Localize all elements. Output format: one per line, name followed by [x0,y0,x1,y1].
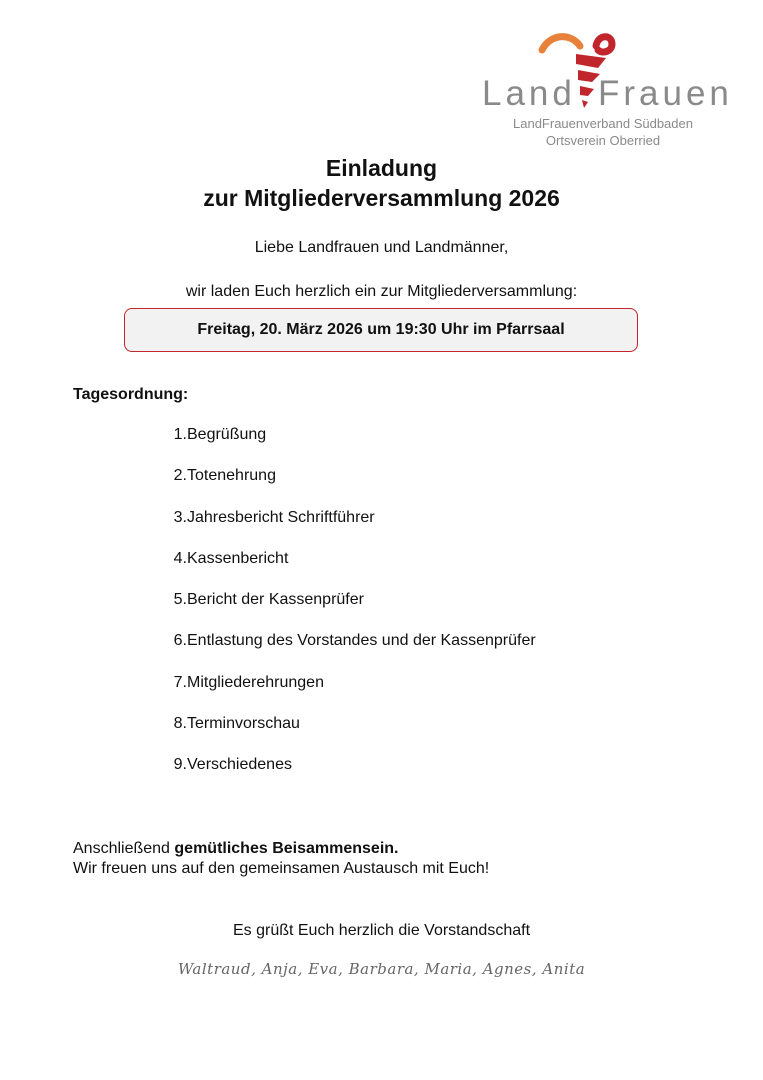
agenda-item [160,714,536,755]
agenda-item-number: 3. [173,508,187,526]
agenda-item-number: 9. [173,756,187,774]
agenda-item-text: Entlastung des Vorstandes und der Kassenprüfer [187,632,536,650]
agenda-item-text: Terminvorschau [187,715,300,733]
invitation-intro: wir laden Euch herzlich ein zur Mitgliederversammlung: [185,283,578,300]
landfrauen-logo [480,28,733,153]
logo-subtitle-local-club: Ortsverein Oberried [545,133,661,148]
agenda-item [160,755,536,796]
agenda-item-number: 8. [173,715,187,733]
closing-text: Anschließend [73,840,175,857]
agenda-item-number: 5. [173,591,187,609]
document-title: Einladung [325,155,438,181]
logo-subtitle-association: LandFrauenverband Südbaden [513,116,693,131]
document-subtitle: zur Mitgliederversammlung 2026 [203,185,560,211]
agenda-item-text: Totenehrung [187,467,276,485]
closing-emphasis: gemütliches Beisammensein. [174,840,399,857]
agenda-item [160,508,536,549]
agenda-item-number: 4. [173,549,187,567]
agenda-item-text: Jahresbericht Schriftführer [187,508,375,526]
agenda-item [160,549,536,590]
agenda-item [160,466,536,507]
agenda-item-number: 2. [173,467,187,485]
logo-word-land: Land [482,74,576,113]
agenda-heading: Tagesordnung: [73,386,189,403]
agenda-item-number: 7. [173,673,187,691]
agenda-item-text: Bericht der Kassenprüfer [187,591,364,609]
closing-paragraph [73,839,489,879]
closing-line-2: Wir freuen uns auf den gemeinsamen Austausch mit Euch! [73,860,490,877]
regards-line: Es grüßt Euch herzlich die Vorstandschaft [232,922,531,939]
agenda-item-number: 1. [173,426,187,443]
agenda-item-number: 6. [173,632,187,650]
board-signatures: Waltraud, Anja, Eva, Barbara, Maria, Agnes, Anita [177,960,586,978]
event-date-box [124,308,638,352]
agenda-item [160,590,536,631]
greeting: Liebe Landfrauen und Landmänner, [254,239,509,256]
agenda-item-text: Begrüßung [187,426,267,443]
closing-line-1 [73,839,489,859]
agenda-list [160,425,536,797]
agenda-item [160,673,536,714]
event-date-text: Freitag, 20. März 2026 um 19:30 Uhr im Pfarrsaal [197,321,565,338]
agenda-item [160,425,536,466]
agenda-item-text: Verschiedenes [187,756,292,774]
agenda-item-text: Kassenbericht [187,549,289,567]
logo-word-frauen: Frauen [598,74,733,113]
agenda-item-text: Mitgliederehrungen [187,673,324,691]
agenda-item [160,631,536,672]
